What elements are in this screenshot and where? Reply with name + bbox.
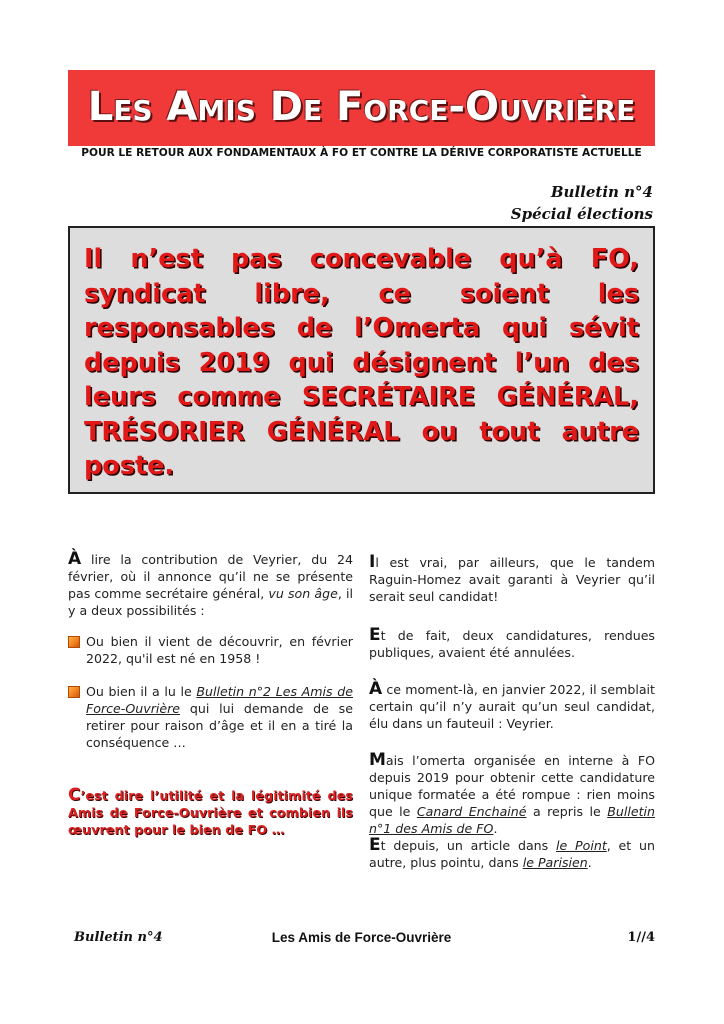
dropcap: E (369, 625, 381, 645)
bulletin-2-link[interactable]: Bulletin n°2 Les Amis de Force-Ouvrière (86, 684, 353, 716)
intro-text-end: , il y a deux possibilités : (68, 586, 353, 618)
paragraph-4 (369, 752, 655, 837)
conclusion-quote (68, 787, 353, 839)
callout-text: Il n’est pas concevable qu’à FO, syndicat libre, ce soient les responsables de l’Omerta qui sévit depuis 2019 qui désignent l’un des leurs comme SECRÉTAIRE GÉNÉRAL, TRÉSORIER GÉNÉRAL ou tout autre poste. (84, 244, 639, 481)
page-subtitle: POUR LE RETOUR AUX FONDAMENTAUX À FO ET CONTRE LA DÉRIVE CORPORATISTE ACTUELLE (81, 147, 642, 159)
list-item-text: Ou bien il vient de découvrir, en février 2022, qu'il est né en 1958 ! (86, 634, 353, 666)
orange-square-bullet-icon (68, 686, 80, 698)
conclusion-text: ’est dire l’utilité et la légitimité des Amis de Force-Ouvrière et combien ils œuvrent pour le bien de FO … (68, 789, 353, 838)
paragraph-text: . (493, 821, 498, 836)
bulletin-info (511, 181, 653, 225)
page-footer (68, 930, 655, 950)
bulletin-number: Bulletin n°4 (550, 183, 653, 201)
bulletin-edition: Spécial élections (510, 205, 653, 223)
intro-emphasis: vu son âge (268, 586, 338, 601)
paragraph-3 (369, 681, 655, 732)
footer-title: Les Amis de Force-Ouvrière (271, 930, 452, 945)
item2-text-end: qui lui demande de se retirer pour raison d’âge et il en a tiré la conséquence … (86, 701, 353, 750)
paragraph-text: , et un autre, plus pointu, dans (369, 838, 655, 870)
paragraph-text: a repris le (526, 804, 608, 819)
list-item (68, 683, 353, 751)
list-item-text (86, 683, 353, 751)
paragraph-5 (369, 837, 655, 871)
footer-bulletin: Bulletin n°4 (74, 930, 163, 945)
left-column (68, 551, 353, 852)
header-banner (68, 70, 655, 146)
dropcap: À (369, 679, 383, 699)
paragraph-text: ce moment-là, en janvier 2022, il semblait certain qu’il n’y aurait qu’un seul candidat, élu dans un fauteuil : Veyrier. (369, 682, 655, 731)
le-point-link[interactable]: le Point (556, 838, 607, 853)
le-parisien-link[interactable]: le Parisien (522, 855, 588, 870)
list-item (68, 633, 353, 667)
dropcap: M (369, 750, 386, 770)
paragraph-text: . (587, 855, 592, 870)
dropcap: À (68, 549, 82, 569)
dropcap: E (369, 835, 381, 855)
orange-square-bullet-icon (68, 636, 80, 648)
right-column (369, 554, 655, 885)
intro-paragraph (68, 551, 353, 619)
canard-enchaine-link[interactable]: Canard Enchainé (416, 804, 527, 819)
paragraph-text: l est vrai, par ailleurs, que le tandem Raguin-Homez avait garanti à Veyrier qu’il serait seul candidat! (369, 555, 655, 604)
paragraph-text: t de fait, deux candidatures, rendues publiques, avaient été annulées. (369, 628, 655, 660)
intro-text: lire la contribution de Veyrier, du 24 février, où il annonce qu’il ne se présente pas comme secrétaire général, (68, 552, 353, 601)
page-number: 1//4 (627, 930, 655, 945)
dropcap: I (369, 552, 376, 572)
callout-box (68, 226, 655, 494)
dropcap: C (68, 785, 81, 805)
paragraph-text: ais l’omerta organisée en interne à FO depuis 2019 pour obtenir cette candidature unique formatée a été rompue : rien moins que le (369, 753, 655, 819)
paragraph-2 (369, 627, 655, 661)
paragraph-text: t depuis, un article dans (380, 838, 556, 853)
page-title: Les Amis De Force-Ouvrière (87, 84, 636, 130)
paragraph-1 (369, 554, 655, 605)
bulletin-1-link[interactable]: Bulletin n°1 des Amis de FO (369, 804, 655, 836)
item2-text-start: Ou bien il a lu le (86, 684, 197, 699)
